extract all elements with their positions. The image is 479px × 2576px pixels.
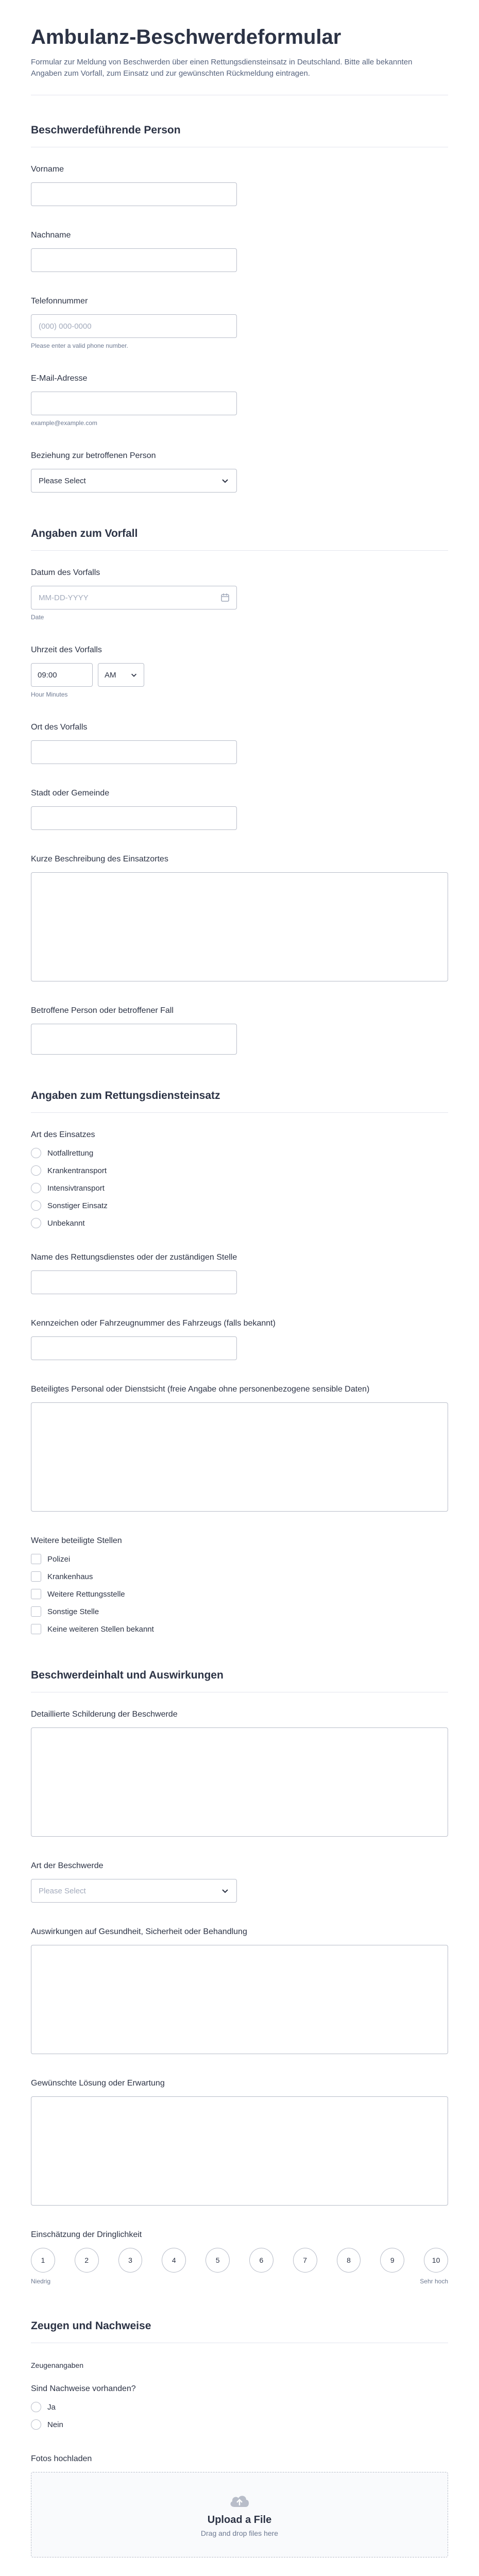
ampm-select[interactable] xyxy=(98,663,144,687)
field-kennzeichen xyxy=(31,1318,448,1360)
field-name-dienst xyxy=(31,1252,448,1294)
field-label: Beteiligtes Personal oder Dienstsicht (freie Angabe ohne personenbezogene sensible Daten) xyxy=(31,1385,370,1394)
option-label: Krankentransport xyxy=(47,1166,107,1175)
ampm-value: AM xyxy=(105,670,116,680)
rating-option[interactable]: 5 xyxy=(206,2248,230,2273)
rating-option[interactable]: 3 xyxy=(118,2248,143,2273)
field-art-beschwerde xyxy=(31,1860,448,1903)
field-personal xyxy=(31,1384,448,1512)
field-label: Zeugenangaben xyxy=(31,2361,83,2369)
kennzeichen-input[interactable] xyxy=(31,1336,237,1360)
checkbox-option[interactable] xyxy=(31,1606,448,1617)
field-label: Auswirkungen auf Gesundheit, Sicherheit oder Behandlung xyxy=(31,1927,247,1936)
field-label: Vorname xyxy=(31,165,64,174)
option-label: Unbekannt xyxy=(47,1218,85,1228)
section-heading: Zeugen und Nachweise xyxy=(31,2309,448,2343)
field-label: Telefonnummer xyxy=(31,297,88,306)
field-auswirkungen xyxy=(31,1926,448,2054)
upload-title: Upload a File xyxy=(207,2514,272,2526)
form-title: Ambulanz-Beschwerdeformular xyxy=(31,26,341,48)
field-sublabel: Please enter a valid phone number. xyxy=(31,342,128,349)
field-label: Nachname xyxy=(31,231,71,240)
radio-option[interactable] xyxy=(31,1183,448,1193)
rating-scale xyxy=(31,2248,448,2273)
select-value: Please Select xyxy=(39,476,86,485)
field-label: Art der Beschwerde xyxy=(31,1861,104,1870)
field-dringlichkeit xyxy=(31,2229,448,2285)
select-value: Please Select xyxy=(39,1886,86,1895)
section-person xyxy=(31,113,448,493)
radio-option[interactable] xyxy=(31,1200,448,1211)
time-row xyxy=(31,663,448,687)
betroffene-textarea[interactable] xyxy=(31,1024,237,1055)
chevron-down-icon xyxy=(130,671,138,679)
radio-option[interactable] xyxy=(31,2402,448,2412)
personal-textarea[interactable] xyxy=(31,1402,448,1512)
field-telefon xyxy=(31,296,448,349)
loesung-textarea[interactable] xyxy=(31,2096,448,2206)
rating-scale-labels xyxy=(31,2278,448,2285)
option-label: Sonstige Stelle xyxy=(47,1607,99,1616)
radio-option[interactable] xyxy=(31,1148,448,1158)
checkbox-option[interactable] xyxy=(31,1554,448,1564)
checkbox[interactable] xyxy=(31,1606,41,1617)
field-loesung xyxy=(31,2078,448,2206)
photo-upload-dropzone[interactable] xyxy=(31,2472,448,2557)
field-datum xyxy=(31,567,448,621)
nachname-input[interactable] xyxy=(31,248,237,272)
radio-button[interactable] xyxy=(31,2419,41,2430)
field-sublabel: Date xyxy=(31,614,44,621)
checkbox[interactable] xyxy=(31,1624,41,1634)
field-label: Sind Nachweise vorhanden? xyxy=(31,2384,136,2393)
calendar-icon[interactable] xyxy=(220,593,230,602)
chevron-down-icon xyxy=(221,477,229,485)
form-description: Formular zur Meldung von Beschwerden über einen Rettungsdiensteinsatz in Deutschland. Bitte alle bekannten Angaben zum Vorfall, zum Einsatz und zur gewünschten Rückmeldung eintragen. xyxy=(31,58,413,78)
field-label: E-Mail-Adresse xyxy=(31,374,88,383)
field-sublabel: example@example.com xyxy=(31,419,97,427)
checkbox[interactable] xyxy=(31,1571,41,1582)
field-label: Weitere beteiligte Stellen xyxy=(31,1536,122,1545)
field-label: Name des Rettungsdienstes oder der zuständigen Stelle xyxy=(31,1253,237,1262)
option-label: Krankenhaus xyxy=(47,1572,93,1581)
dienst-input[interactable] xyxy=(31,1270,237,1294)
scale-high-label: Sehr hoch xyxy=(420,2278,448,2285)
option-label: Notfallrettung xyxy=(47,1148,94,1158)
field-label: Kennzeichen oder Fahrzeugnummer des Fahrzeugs (falls bekannt) xyxy=(31,1319,276,1328)
checkbox[interactable] xyxy=(31,1589,41,1599)
section-einsatz xyxy=(31,1078,448,1634)
option-label: Keine weiteren Stellen bekannt xyxy=(47,1624,154,1634)
field-nachweise xyxy=(31,2383,448,2430)
rating-option[interactable]: 1 xyxy=(31,2248,55,2273)
field-zeugen xyxy=(31,2360,448,2371)
scale-low-label: Niedrig xyxy=(31,2278,51,2285)
time-input[interactable]: 09:00 xyxy=(31,663,93,687)
rating-option[interactable]: 4 xyxy=(162,2248,186,2273)
field-stadt xyxy=(31,788,448,830)
vorname-input[interactable] xyxy=(31,182,237,206)
einsatzort-textarea[interactable] xyxy=(31,872,448,981)
radio-button[interactable] xyxy=(31,1200,41,1211)
field-label: Gewünschte Lösung oder Erwartung xyxy=(31,2079,165,2088)
option-label: Intensivtransport xyxy=(47,1183,105,1193)
section-heading: Angaben zum Vorfall xyxy=(31,516,448,551)
radio-button[interactable] xyxy=(31,1165,41,1176)
art-beschwerde-select[interactable] xyxy=(31,1879,237,1903)
radio-button[interactable] xyxy=(31,1218,41,1228)
field-weitere xyxy=(31,1535,448,1634)
radio-option[interactable] xyxy=(31,2419,448,2430)
field-label: Ort des Vorfalls xyxy=(31,723,88,732)
rating-option[interactable]: 7 xyxy=(293,2248,317,2273)
option-label: Weitere Rettungsstelle xyxy=(47,1589,125,1599)
upload-subtitle: Drag and drop files here xyxy=(200,2529,279,2537)
field-label: Betroffene Person oder betroffener Fall xyxy=(31,1006,174,1015)
option-label: Polizei xyxy=(47,1554,71,1564)
field-art xyxy=(31,1129,448,1228)
field-label: Beziehung zur betroffenen Person xyxy=(31,451,156,460)
checkbox-option[interactable] xyxy=(31,1589,448,1599)
cloud-upload-icon xyxy=(228,2493,251,2509)
field-detail xyxy=(31,1709,448,1837)
radio-button[interactable] xyxy=(31,1183,41,1193)
ort-input[interactable] xyxy=(31,740,237,764)
option-label: Ja xyxy=(47,2402,56,2412)
date-wrap xyxy=(31,586,237,609)
field-label: Fotos hochladen xyxy=(31,2454,92,2463)
option-label: Nein xyxy=(47,2420,63,2429)
radio-button[interactable] xyxy=(31,2402,41,2412)
chevron-down-icon xyxy=(221,1887,229,1895)
stadt-input[interactable] xyxy=(31,806,237,830)
checkbox-option[interactable] xyxy=(31,1624,448,1634)
field-label: Datum des Vorfalls xyxy=(31,568,100,577)
rating-option[interactable]: 10 xyxy=(424,2248,448,2273)
beziehung-select[interactable] xyxy=(31,469,237,493)
email-input[interactable] xyxy=(31,392,237,415)
section-zeugen xyxy=(31,2309,448,2576)
field-label: Detaillierte Schilderung der Beschwerde xyxy=(31,1710,178,1719)
field-label: Stadt oder Gemeinde xyxy=(31,789,110,798)
rating-option[interactable]: 8 xyxy=(337,2248,361,2273)
field-kurz xyxy=(31,854,448,981)
rating-option[interactable]: 2 xyxy=(75,2248,99,2273)
detail-textarea[interactable] xyxy=(31,1727,448,1837)
checkbox-option[interactable] xyxy=(31,1571,448,1582)
field-label: Uhrzeit des Vorfalls xyxy=(31,646,102,654)
date-input[interactable] xyxy=(31,586,237,609)
field-uhrzeit xyxy=(31,645,448,698)
field-label: Kurze Beschreibung des Einsatzortes xyxy=(31,855,168,863)
field-email xyxy=(31,373,448,427)
checkbox[interactable] xyxy=(31,1554,41,1564)
section-vorfall xyxy=(31,516,448,1055)
field-vorname xyxy=(31,164,448,206)
field-betroffene xyxy=(31,1005,448,1055)
field-beziehung xyxy=(31,450,448,493)
field-fotos xyxy=(31,2453,448,2557)
radio-option[interactable] xyxy=(31,1165,448,1176)
field-sublabel: Hour Minutes xyxy=(31,691,68,698)
section-beschwerde xyxy=(31,1658,448,2285)
radio-option[interactable] xyxy=(31,1218,448,1228)
option-label: Sonstiger Einsatz xyxy=(47,1201,108,1210)
field-label: Einschätzung der Dringlichkeit xyxy=(31,2230,142,2239)
auswirkungen-textarea[interactable] xyxy=(31,1945,448,2054)
rating-option[interactable]: 9 xyxy=(380,2248,404,2273)
phone-input[interactable] xyxy=(31,314,237,338)
section-heading: Angaben zum Rettungsdiensteinsatz xyxy=(31,1078,448,1113)
field-label: Art des Einsatzes xyxy=(31,1130,95,1139)
field-ort xyxy=(31,722,448,764)
section-heading: Beschwerdeführende Person xyxy=(31,113,448,147)
section-heading: Beschwerdeinhalt und Auswirkungen xyxy=(31,1658,448,1692)
field-nachname xyxy=(31,230,448,272)
rating-option[interactable]: 6 xyxy=(249,2248,273,2273)
radio-button[interactable] xyxy=(31,1148,41,1158)
form-header xyxy=(31,25,448,95)
